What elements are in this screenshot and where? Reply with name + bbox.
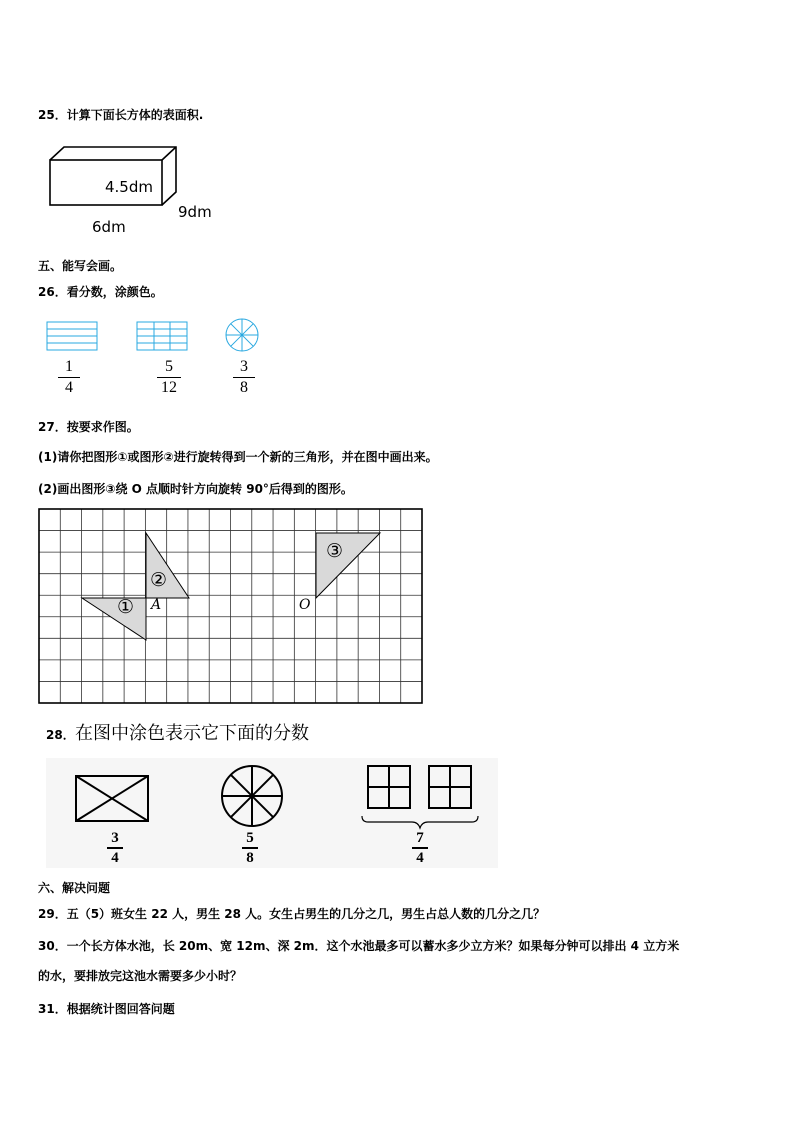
triangle-2-label: ② xyxy=(150,569,168,591)
q26-text: 26．看分数，涂颜色。 xyxy=(38,285,163,299)
q28-fraction-2-den: 8 xyxy=(246,850,254,866)
q26-fraction-3-num: 3 xyxy=(240,358,248,375)
point-a-label: A xyxy=(151,597,162,613)
q25-text: 25．计算下面长方体的表面积. xyxy=(38,108,204,122)
triangle-3-label: ③ xyxy=(326,540,344,562)
section-5-heading: 五、能写会画。 xyxy=(38,259,123,273)
q30-text-line1: 30．一个长方体水池，长 20m、宽 12m、深 2m．这个水池最多可以蓄水多少立方米？如果每分钟可以排出 4 立方米 xyxy=(38,939,680,953)
cuboid-length-label: 6dm xyxy=(92,218,126,236)
q28-fraction-2 xyxy=(235,830,265,866)
q28-fraction-1 xyxy=(100,830,130,866)
q28-fraction-3 xyxy=(405,830,435,866)
q28-text: 在图中涂色表示它下面的分数 xyxy=(75,723,309,744)
q26-fraction-3-den: 8 xyxy=(240,379,248,396)
q26-fraction-2-den: 12 xyxy=(161,379,177,396)
cuboid-height-label: 4.5dm xyxy=(105,178,153,196)
q28-fraction-1-num: 3 xyxy=(111,830,119,846)
fraction-bar xyxy=(107,847,123,849)
q28-number: 28． xyxy=(46,728,75,742)
q29-text: 29．五（5）班女生 22 人，男生 28 人。女生占男生的几分之几，男生占总人数的几分之几？ xyxy=(38,907,546,921)
q30-text-line2: 的水，要排放完这池水需要多少小时？ xyxy=(38,969,243,983)
q31-text: 31．根据统计图回答问题 xyxy=(38,1002,175,1016)
q27-part1: (1)请你把图形①或图形②进行旋转得到一个新的三角形，并在图中画出来。 xyxy=(38,450,438,464)
triangle-1-label: ① xyxy=(117,596,135,618)
q27-part2: (2)画出图形③绕 O 点顺时针方向旋转 90°后得到的图形。 xyxy=(38,482,353,496)
q26-fraction-1-den: 4 xyxy=(65,379,73,396)
q27-text: 27．按要求作图。 xyxy=(38,420,139,434)
cuboid-depth-label: 9dm xyxy=(178,203,212,221)
q28-fraction-3-den: 4 xyxy=(416,850,424,866)
q28-fraction-1-den: 4 xyxy=(111,850,119,866)
q28-fraction-3-num: 7 xyxy=(416,830,424,846)
q26-fraction-2-num: 5 xyxy=(165,358,173,375)
q26-fraction-1-num: 1 xyxy=(65,358,73,375)
fraction-bar xyxy=(242,847,258,849)
fraction-bar xyxy=(412,847,428,849)
q28-fraction-2-num: 5 xyxy=(246,830,254,846)
section-6-heading: 六、解决问题 xyxy=(38,881,111,895)
point-o-label: O xyxy=(299,597,311,613)
